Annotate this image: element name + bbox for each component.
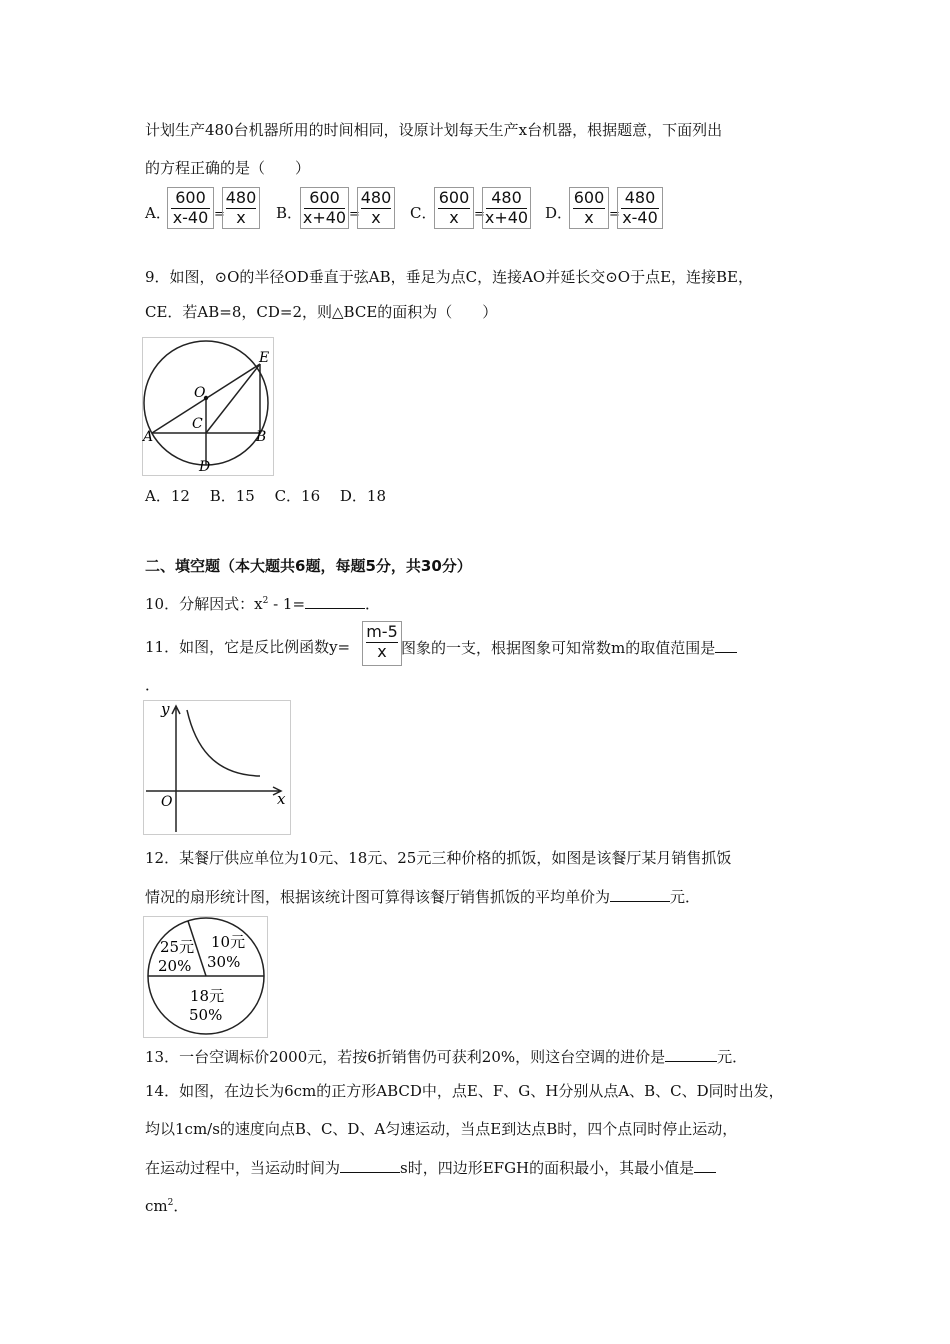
answer-blank[interactable] bbox=[305, 593, 365, 609]
fraction: 480 x-40 bbox=[617, 187, 663, 229]
axis-y-label: y bbox=[161, 700, 170, 718]
fraction: 480 x bbox=[357, 187, 395, 229]
pie-slice-10-percent: 30% bbox=[207, 953, 241, 971]
q11-suffix: 图象的一支，根据图象可知常数m的取值范围是 bbox=[401, 637, 737, 658]
fraction: 600 x-40 bbox=[167, 187, 214, 229]
answer-blank[interactable] bbox=[665, 1046, 717, 1062]
answer-blank[interactable] bbox=[340, 1157, 400, 1173]
q8-line1: 计划生产480台机器所用的时间相同，设原计划每天生产x台机器，根据题意，下面列出 bbox=[145, 121, 723, 139]
option-label: C． bbox=[410, 204, 437, 222]
fraction: 480 x bbox=[222, 187, 260, 229]
circle-figure bbox=[142, 337, 275, 477]
pie-slice-10-price: 10元 bbox=[211, 933, 246, 951]
q13-line: 13．一台空调标价2000元，若按6折销售仍可获利20%，则这台空调的进价是 元． bbox=[145, 1048, 748, 1066]
section-title: 二、填空题（本大题共6题，每题5分，共30分） bbox=[145, 557, 472, 575]
label-o: O bbox=[194, 385, 206, 401]
fraction: m-5 x bbox=[362, 621, 402, 666]
fraction: 600 x bbox=[434, 187, 474, 229]
q9-line2: CE．若AB=8，CD=2，则△BCE的面积为（ ） bbox=[145, 303, 498, 321]
label-c: C bbox=[192, 416, 203, 432]
pie-slice-18-percent: 50% bbox=[189, 1006, 223, 1024]
q10-line: 10．分解因式：$x^2 - 1=$ ． bbox=[145, 595, 381, 613]
label-d: D bbox=[199, 459, 211, 475]
q9-line1: 9．如图，⊙O的半径OD垂直于弦AB，垂足为点C，连接AO并延长交⊙O于点E，连接BE， bbox=[145, 268, 753, 286]
q12-line2: 情况的扇形统计图，根据该统计图可算得该餐厅销售抓饭的平均单价为 元． bbox=[145, 888, 701, 906]
answer-blank[interactable] bbox=[610, 886, 670, 902]
pie-slice-18-price: 18元 bbox=[190, 987, 225, 1005]
label-a: A bbox=[143, 429, 154, 445]
q14-line1: 14．如图，在边长为6cm的正方形ABCD中，点E、F、G、H分别从点A、B、C、D同时出发， bbox=[145, 1082, 784, 1100]
q8-line2: 的方程正确的是（ ） bbox=[145, 159, 311, 177]
q12-line1: 12．某餐厅供应单位为10元、18元、25元三种价格的抓饭，如图是该餐厅某月销售抓饭 bbox=[145, 849, 732, 867]
option-label: D． bbox=[545, 204, 573, 222]
origin-label: O bbox=[161, 794, 173, 810]
option-label: B． bbox=[276, 204, 303, 222]
q11-line2: ． bbox=[145, 676, 161, 694]
q14-line2: 均以1cm/s的速度向点B、C、D、A匀速运动，当点E到达点B时，四个点同时停止运动， bbox=[145, 1120, 738, 1138]
pie-slice-25-price: 25元 bbox=[160, 938, 195, 956]
q11-prefix: 11．如图，它是反比例函数y= bbox=[145, 638, 351, 656]
q14-line4: $cm^2$． bbox=[145, 1197, 189, 1215]
answer-blank[interactable] bbox=[694, 1157, 716, 1173]
q14-line3: 在运动过程中，当运动时间为 s时，四边形EFGH的面积最小，其最小值是 bbox=[145, 1157, 716, 1178]
answer-blank[interactable] bbox=[715, 637, 737, 653]
fraction: 600 x+40 bbox=[300, 187, 349, 229]
label-b: B bbox=[256, 429, 267, 445]
fraction: 600 x bbox=[569, 187, 609, 229]
hyperbola-figure bbox=[143, 700, 291, 835]
option-label: A． bbox=[145, 204, 171, 222]
q9-answers: A．12 B．15 C．16 D．18 bbox=[145, 487, 387, 505]
axis-x-label: x bbox=[277, 790, 286, 808]
label-e: E bbox=[259, 350, 270, 366]
pie-chart bbox=[143, 916, 268, 1038]
pie-slice-25-percent: 20% bbox=[158, 957, 192, 975]
fraction: 480 x+40 bbox=[482, 187, 531, 229]
